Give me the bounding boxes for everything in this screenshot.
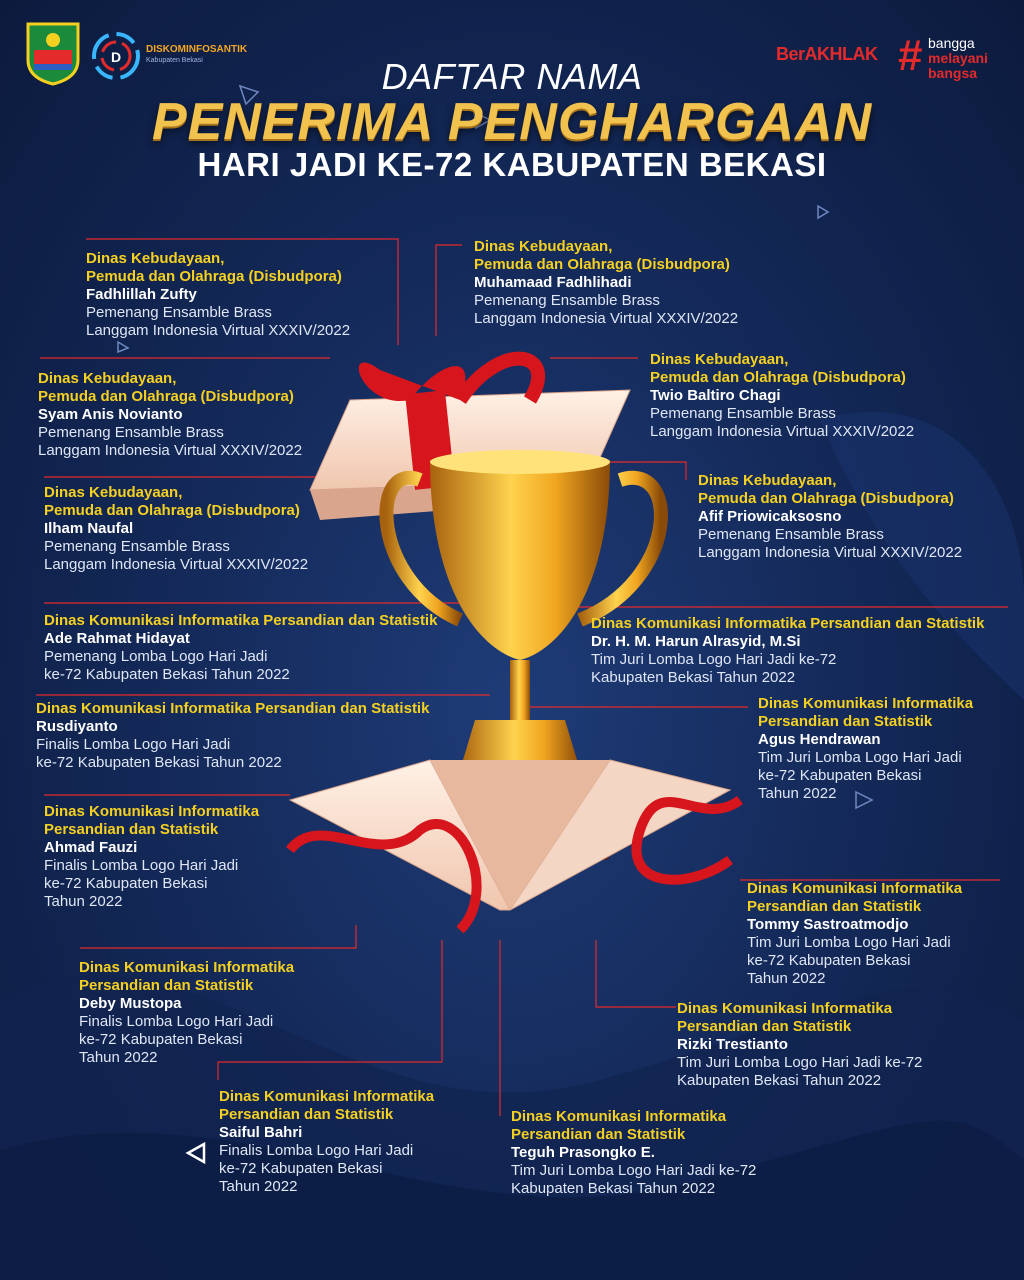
entry-harun-alrasyid	[591, 615, 984, 687]
entry-org: Persandian dan Statistik	[758, 713, 933, 730]
entry-agus-hendrawan	[758, 695, 973, 803]
entry-desc: ke-72 Kabupaten Bekasi	[219, 1160, 383, 1177]
entry-fadhlillah-zufty	[86, 250, 350, 340]
entry-ahmad-fauzi	[44, 803, 259, 911]
entry-org: Dinas Komunikasi Informatika	[44, 803, 260, 820]
entry-teguh-prasongko	[511, 1108, 756, 1198]
berakhlak-logo: BerAKHLAK	[776, 44, 878, 64]
svg-text:D: D	[110, 49, 122, 65]
diskominfo-name: DISKOMINFOSANTIK Kabupaten Bekasi	[146, 44, 248, 64]
entry-org: Dinas Kebudayaan,	[44, 484, 183, 501]
entry-desc: Kabupaten Bekasi Tahun 2022	[677, 1072, 882, 1089]
entry-rusdiyanto	[36, 700, 429, 772]
bangga-word-3: bangsa	[928, 65, 978, 81]
entry-org: Pemuda dan Olahraga (Disbudpora)	[650, 369, 906, 386]
entry-name: Agus Hendrawan	[758, 731, 881, 748]
title-hari-jadi: HARI JADI KE-72 KABUPATEN BEKASI	[197, 146, 827, 183]
entry-desc: Langgam Indonesia Virtual XXXIV/2022	[474, 310, 739, 327]
entry-desc: ke-72 Kabupaten Bekasi	[44, 875, 208, 892]
entry-name: Saiful Bahri	[219, 1124, 303, 1141]
entry-desc: ke-72 Kabupaten Bekasi Tahun 2022	[36, 754, 282, 771]
diskominfo-subtitle: Kabupaten Bekasi	[146, 57, 203, 64]
entry-org: Dinas Komunikasi Informatika	[219, 1088, 435, 1105]
entry-org: Pemuda dan Olahraga (Disbudpora)	[474, 256, 730, 273]
entry-name: Ade Rahmat Hidayat	[44, 630, 190, 647]
entry-org: Dinas Komunikasi Informatika Persandian dan Statistik	[36, 700, 430, 717]
entry-org: Dinas Komunikasi Informatika	[511, 1108, 727, 1125]
entry-ilham-naufal	[44, 484, 308, 574]
entry-name: Syam Anis Novianto	[38, 406, 183, 423]
entry-syam-anis-novianto	[38, 370, 302, 460]
entry-org: Dinas Komunikasi Informatika	[677, 1000, 893, 1017]
entry-desc: Tim Juri Lomba Logo Hari Jadi ke-72	[591, 651, 837, 668]
entry-deby-mustopa	[79, 959, 294, 1067]
entry-name: Teguh Prasongko E.	[511, 1144, 655, 1161]
entry-desc: Langgam Indonesia Virtual XXXIV/2022	[650, 423, 915, 440]
entry-desc: Langgam Indonesia Virtual XXXIV/2022	[38, 442, 303, 459]
entry-desc: Finalis Lomba Logo Hari Jadi	[79, 1013, 274, 1030]
entry-desc: Finalis Lomba Logo Hari Jadi	[219, 1142, 414, 1159]
entry-desc: Kabupaten Bekasi Tahun 2022	[591, 669, 796, 686]
entry-twio-baltiro-chagi	[650, 351, 914, 441]
entry-name: Ahmad Fauzi	[44, 839, 138, 856]
entry-name: Fadhlillah Zufty	[86, 286, 197, 303]
entry-desc: Tim Juri Lomba Logo Hari Jadi ke-72	[511, 1162, 757, 1179]
entry-desc: Tim Juri Lomba Logo Hari Jadi	[758, 749, 962, 766]
entry-org: Dinas Komunikasi Informatika	[747, 880, 963, 897]
entry-ade-rahmat-hidayat	[44, 612, 437, 684]
entry-org: Persandian dan Statistik	[747, 898, 922, 915]
entry-afif-priowicaksosno	[698, 472, 962, 562]
entry-org: Dinas Kebudayaan,	[698, 472, 837, 489]
title-penerima-penghargaan: PENERIMA PENGHARGAAN	[151, 93, 873, 151]
entry-desc: ke-72 Kabupaten Bekasi	[758, 767, 922, 784]
entry-tommy-sastroatmodjo	[747, 880, 962, 988]
title-daftar-nama: DAFTAR NAMA	[381, 56, 643, 97]
entry-org: Dinas Kebudayaan,	[650, 351, 789, 368]
entry-org: Dinas Komunikasi Informatika Persandian dan Statistik	[591, 615, 985, 632]
bangga-word-2: melayani	[928, 50, 988, 66]
entry-desc: Finalis Lomba Logo Hari Jadi	[44, 857, 239, 874]
entry-org: Dinas Komunikasi Informatika Persandian dan Statistik	[44, 612, 438, 629]
entry-rizki-trestianto	[677, 1000, 922, 1090]
entry-desc: Pemenang Ensamble Brass	[698, 526, 884, 543]
entry-org: Persandian dan Statistik	[44, 821, 219, 838]
entry-desc: Pemenang Ensamble Brass	[474, 292, 660, 309]
entry-name: Twio Baltiro Chagi	[650, 387, 781, 404]
entry-org: Persandian dan Statistik	[511, 1126, 686, 1143]
entry-name: Ilham Naufal	[44, 520, 134, 537]
entry-org: Pemuda dan Olahraga (Disbudpora)	[38, 388, 294, 405]
entry-desc: Pemenang Ensamble Brass	[44, 538, 230, 555]
entry-desc: Pemenang Ensamble Brass	[650, 405, 836, 422]
entry-desc: Tahun 2022	[79, 1049, 158, 1066]
entry-org: Pemuda dan Olahraga (Disbudpora)	[86, 268, 342, 285]
entry-muhamaad-fadhlihadi	[474, 238, 738, 328]
entry-name: Tommy Sastroatmodjo	[747, 916, 909, 933]
entry-desc: ke-72 Kabupaten Bekasi	[79, 1031, 243, 1048]
entry-name: Rusdiyanto	[36, 718, 118, 735]
entry-org: Dinas Komunikasi Informatika	[758, 695, 974, 712]
entry-saiful-bahri	[219, 1088, 434, 1196]
entry-org: Dinas Kebudayaan,	[474, 238, 613, 255]
entry-desc: Tahun 2022	[758, 785, 837, 802]
bangga-word-1: bangga	[928, 35, 975, 51]
entry-org: Pemuda dan Olahraga (Disbudpora)	[698, 490, 954, 507]
entry-name: Dr. H. M. Harun Alrasyid, M.Si	[591, 633, 801, 650]
entry-desc: Tahun 2022	[219, 1178, 298, 1195]
entry-org: Persandian dan Statistik	[677, 1018, 852, 1035]
entry-desc: Tahun 2022	[44, 893, 123, 910]
entry-org: Dinas Kebudayaan,	[86, 250, 225, 267]
entry-desc: Tahun 2022	[747, 970, 826, 987]
entry-name: Afif Priowicaksosno	[698, 508, 842, 525]
entry-desc: Langgam Indonesia Virtual XXXIV/2022	[86, 322, 351, 339]
entry-desc: Langgam Indonesia Virtual XXXIV/2022	[44, 556, 309, 573]
entry-name: Rizki Trestianto	[677, 1036, 788, 1053]
entry-desc: Pemenang Ensamble Brass	[86, 304, 272, 321]
entry-desc: Pemenang Lomba Logo Hari Jadi	[44, 648, 268, 665]
entry-desc: Finalis Lomba Logo Hari Jadi	[36, 736, 231, 753]
entry-desc: ke-72 Kabupaten Bekasi Tahun 2022	[44, 666, 290, 683]
entry-desc: ke-72 Kabupaten Bekasi	[747, 952, 911, 969]
entry-desc: Tim Juri Lomba Logo Hari Jadi	[747, 934, 951, 951]
entry-org: Persandian dan Statistik	[219, 1106, 394, 1123]
entry-desc: Pemenang Ensamble Brass	[38, 424, 224, 441]
entry-name: Deby Mustopa	[79, 995, 182, 1012]
bangga-hash: #	[898, 31, 923, 80]
entry-desc: Tim Juri Lomba Logo Hari Jadi ke-72	[677, 1054, 923, 1071]
entry-org: Dinas Kebudayaan,	[38, 370, 177, 387]
entry-desc: Langgam Indonesia Virtual XXXIV/2022	[698, 544, 963, 561]
entry-org: Persandian dan Statistik	[79, 977, 254, 994]
entry-org: Dinas Komunikasi Informatika	[79, 959, 295, 976]
entry-desc: Kabupaten Bekasi Tahun 2022	[511, 1180, 716, 1197]
entry-org: Pemuda dan Olahraga (Disbudpora)	[44, 502, 300, 519]
entry-name: Muhamaad Fadhlihadi	[474, 274, 632, 291]
